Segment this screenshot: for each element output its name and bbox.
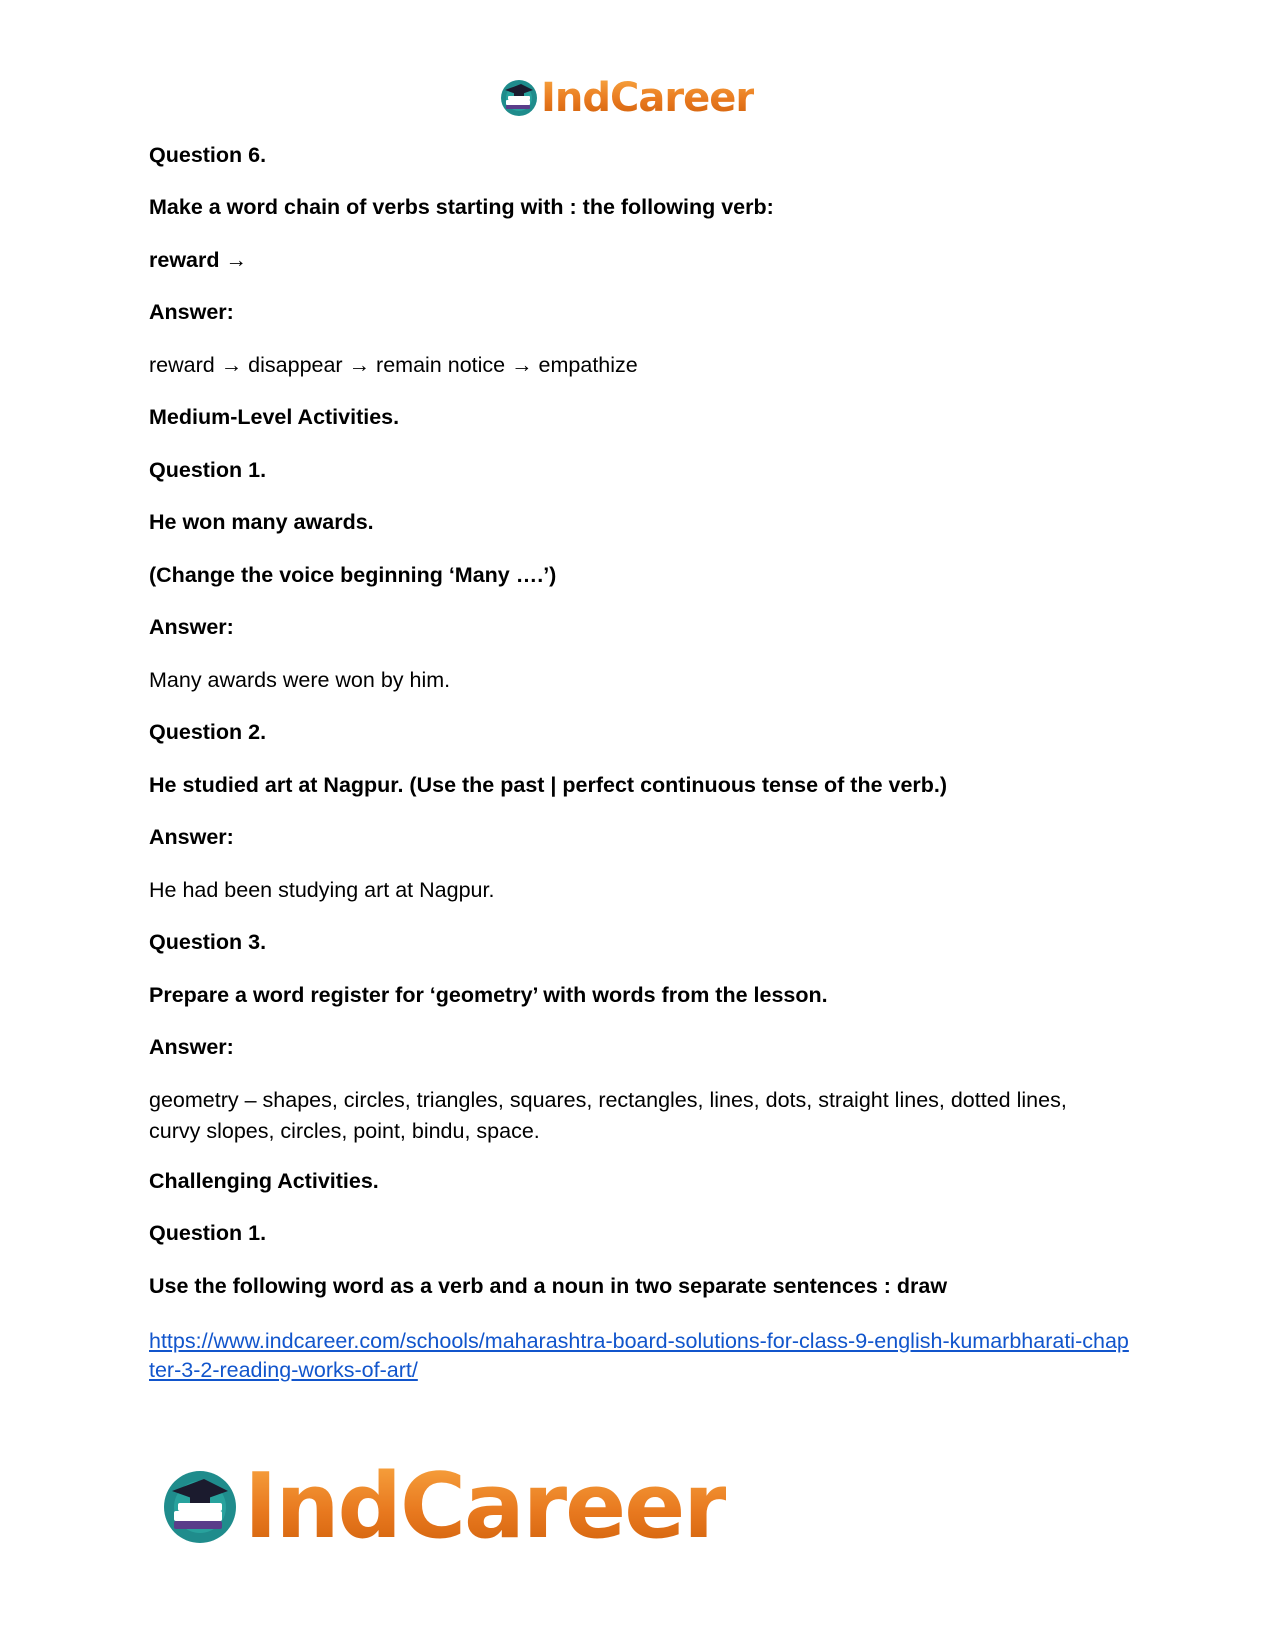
question-prompt: Make a word chain of verbs starting with : the following verb: <box>149 195 774 219</box>
question-instruction: (Change the voice beginning ‘Many ….’) <box>149 563 557 587</box>
question-label: Question 1. <box>149 458 267 482</box>
question-word: reward → <box>149 248 247 272</box>
answer-label: Answer: <box>149 300 234 324</box>
indcareer-logo-top <box>499 75 755 121</box>
answer-label: Answer: <box>149 1035 234 1059</box>
answer-label: Answer: <box>149 825 234 849</box>
answer-text: geometry – shapes, circles, triangles, squares, rectangles, lines, dots, straight lines, dotted lines, curvy slopes, circles, point, bindu, space. <box>149 1088 1067 1143</box>
question-prompt: He won many awards. <box>149 510 374 534</box>
graduation-book-icon <box>499 78 539 118</box>
answer-label: Answer: <box>149 615 234 639</box>
question-label: Question 1. <box>149 1221 267 1245</box>
section-heading-challenging: Challenging Activities. <box>149 1169 379 1193</box>
logo-text: IndCareer <box>541 75 755 121</box>
question-prompt: Prepare a word register for ‘geometry’ with words from the lesson. <box>149 983 828 1007</box>
question-prompt: He studied art at Nagpur. (Use the past | perfect continuous tense of the verb.) <box>149 773 948 797</box>
question-label: Question 3. <box>149 930 267 954</box>
section-heading-medium: Medium-Level Activities. <box>149 405 400 429</box>
graduation-book-icon <box>160 1467 240 1547</box>
answer-text: He had been studying art at Nagpur. <box>149 878 495 902</box>
question-prompt: Use the following word as a verb and a noun in two separate sentences : draw <box>149 1274 948 1298</box>
source-link[interactable]: https://www.indcareer.com/schools/maharashtra-board-solutions-for-class-9-english-kumarbharati-chapter-3-2-reading-works-of-art/ <box>149 1329 1129 1382</box>
indcareer-logo-bottom <box>160 1454 726 1559</box>
logo-text: IndCareer <box>244 1454 726 1559</box>
question-label: Question 2. <box>149 720 267 744</box>
answer-text: reward → disappear → remain notice → empathize <box>149 353 638 377</box>
answer-text: Many awards were won by him. <box>149 668 451 692</box>
question-label: Question 6. <box>149 143 267 167</box>
